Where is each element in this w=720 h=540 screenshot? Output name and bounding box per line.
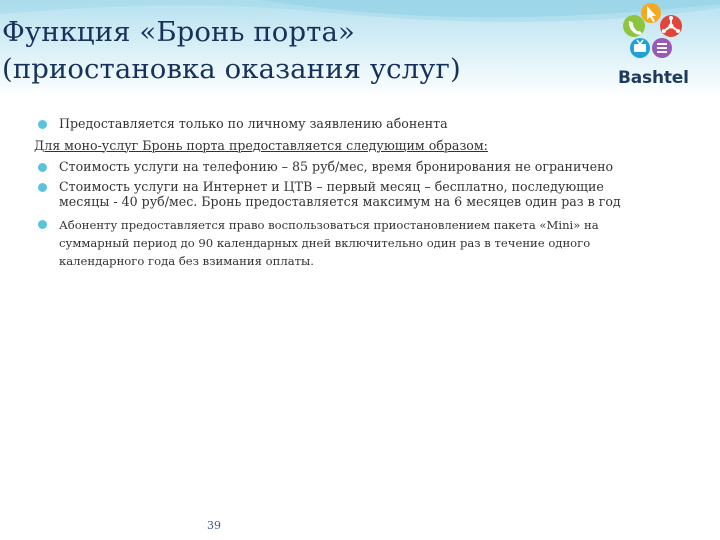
list-icon — [652, 38, 672, 58]
slide-title — [2, 14, 602, 88]
bullet-icon — [38, 183, 47, 192]
page-number: 39 — [207, 519, 221, 532]
cursor-icon — [641, 3, 661, 23]
slide-content — [34, 116, 628, 270]
phone-icon — [623, 15, 645, 37]
brand-name: Bashtel — [618, 68, 689, 88]
list-item-text: Стоимость услуги на Интернет и ЦТВ – первый месяц – бесплатно, последующие месяцы - 40 руб/мес. Бронь предоставляется максимум на 6 месяцев один раз в год — [59, 178, 621, 209]
bashtel-logo-icon — [618, 2, 690, 64]
list-item — [38, 159, 628, 175]
list-item-text: Абоненту предоставляется право воспользоваться приостановлением пакета «Mini» на суммарный период до 90 календарных дней включительно один раз в течение одного календарного года без взимания оплаты. — [59, 217, 599, 268]
slide-title-line-2: (приостановка оказания услуг) — [2, 53, 461, 85]
bullet-icon — [38, 220, 47, 229]
list-item-text: Предоставляется только по личному заявлению абонента — [59, 116, 448, 131]
network-icon — [660, 15, 682, 37]
tv-icon — [630, 38, 650, 58]
list-item — [38, 179, 628, 210]
list-item — [38, 216, 628, 270]
slide-title-line-1: Функция «Бронь порта» — [2, 16, 355, 48]
subheading-text: Для моно-услуг Бронь порта предоставляется следующим образом: — [34, 137, 488, 153]
bullet-icon — [38, 163, 47, 172]
list-item-text: Стоимость услуги на телефонию – 85 руб/мес, время бронирования не ограничено — [59, 159, 614, 174]
list-item — [38, 116, 628, 132]
bullet-icon — [38, 120, 47, 129]
